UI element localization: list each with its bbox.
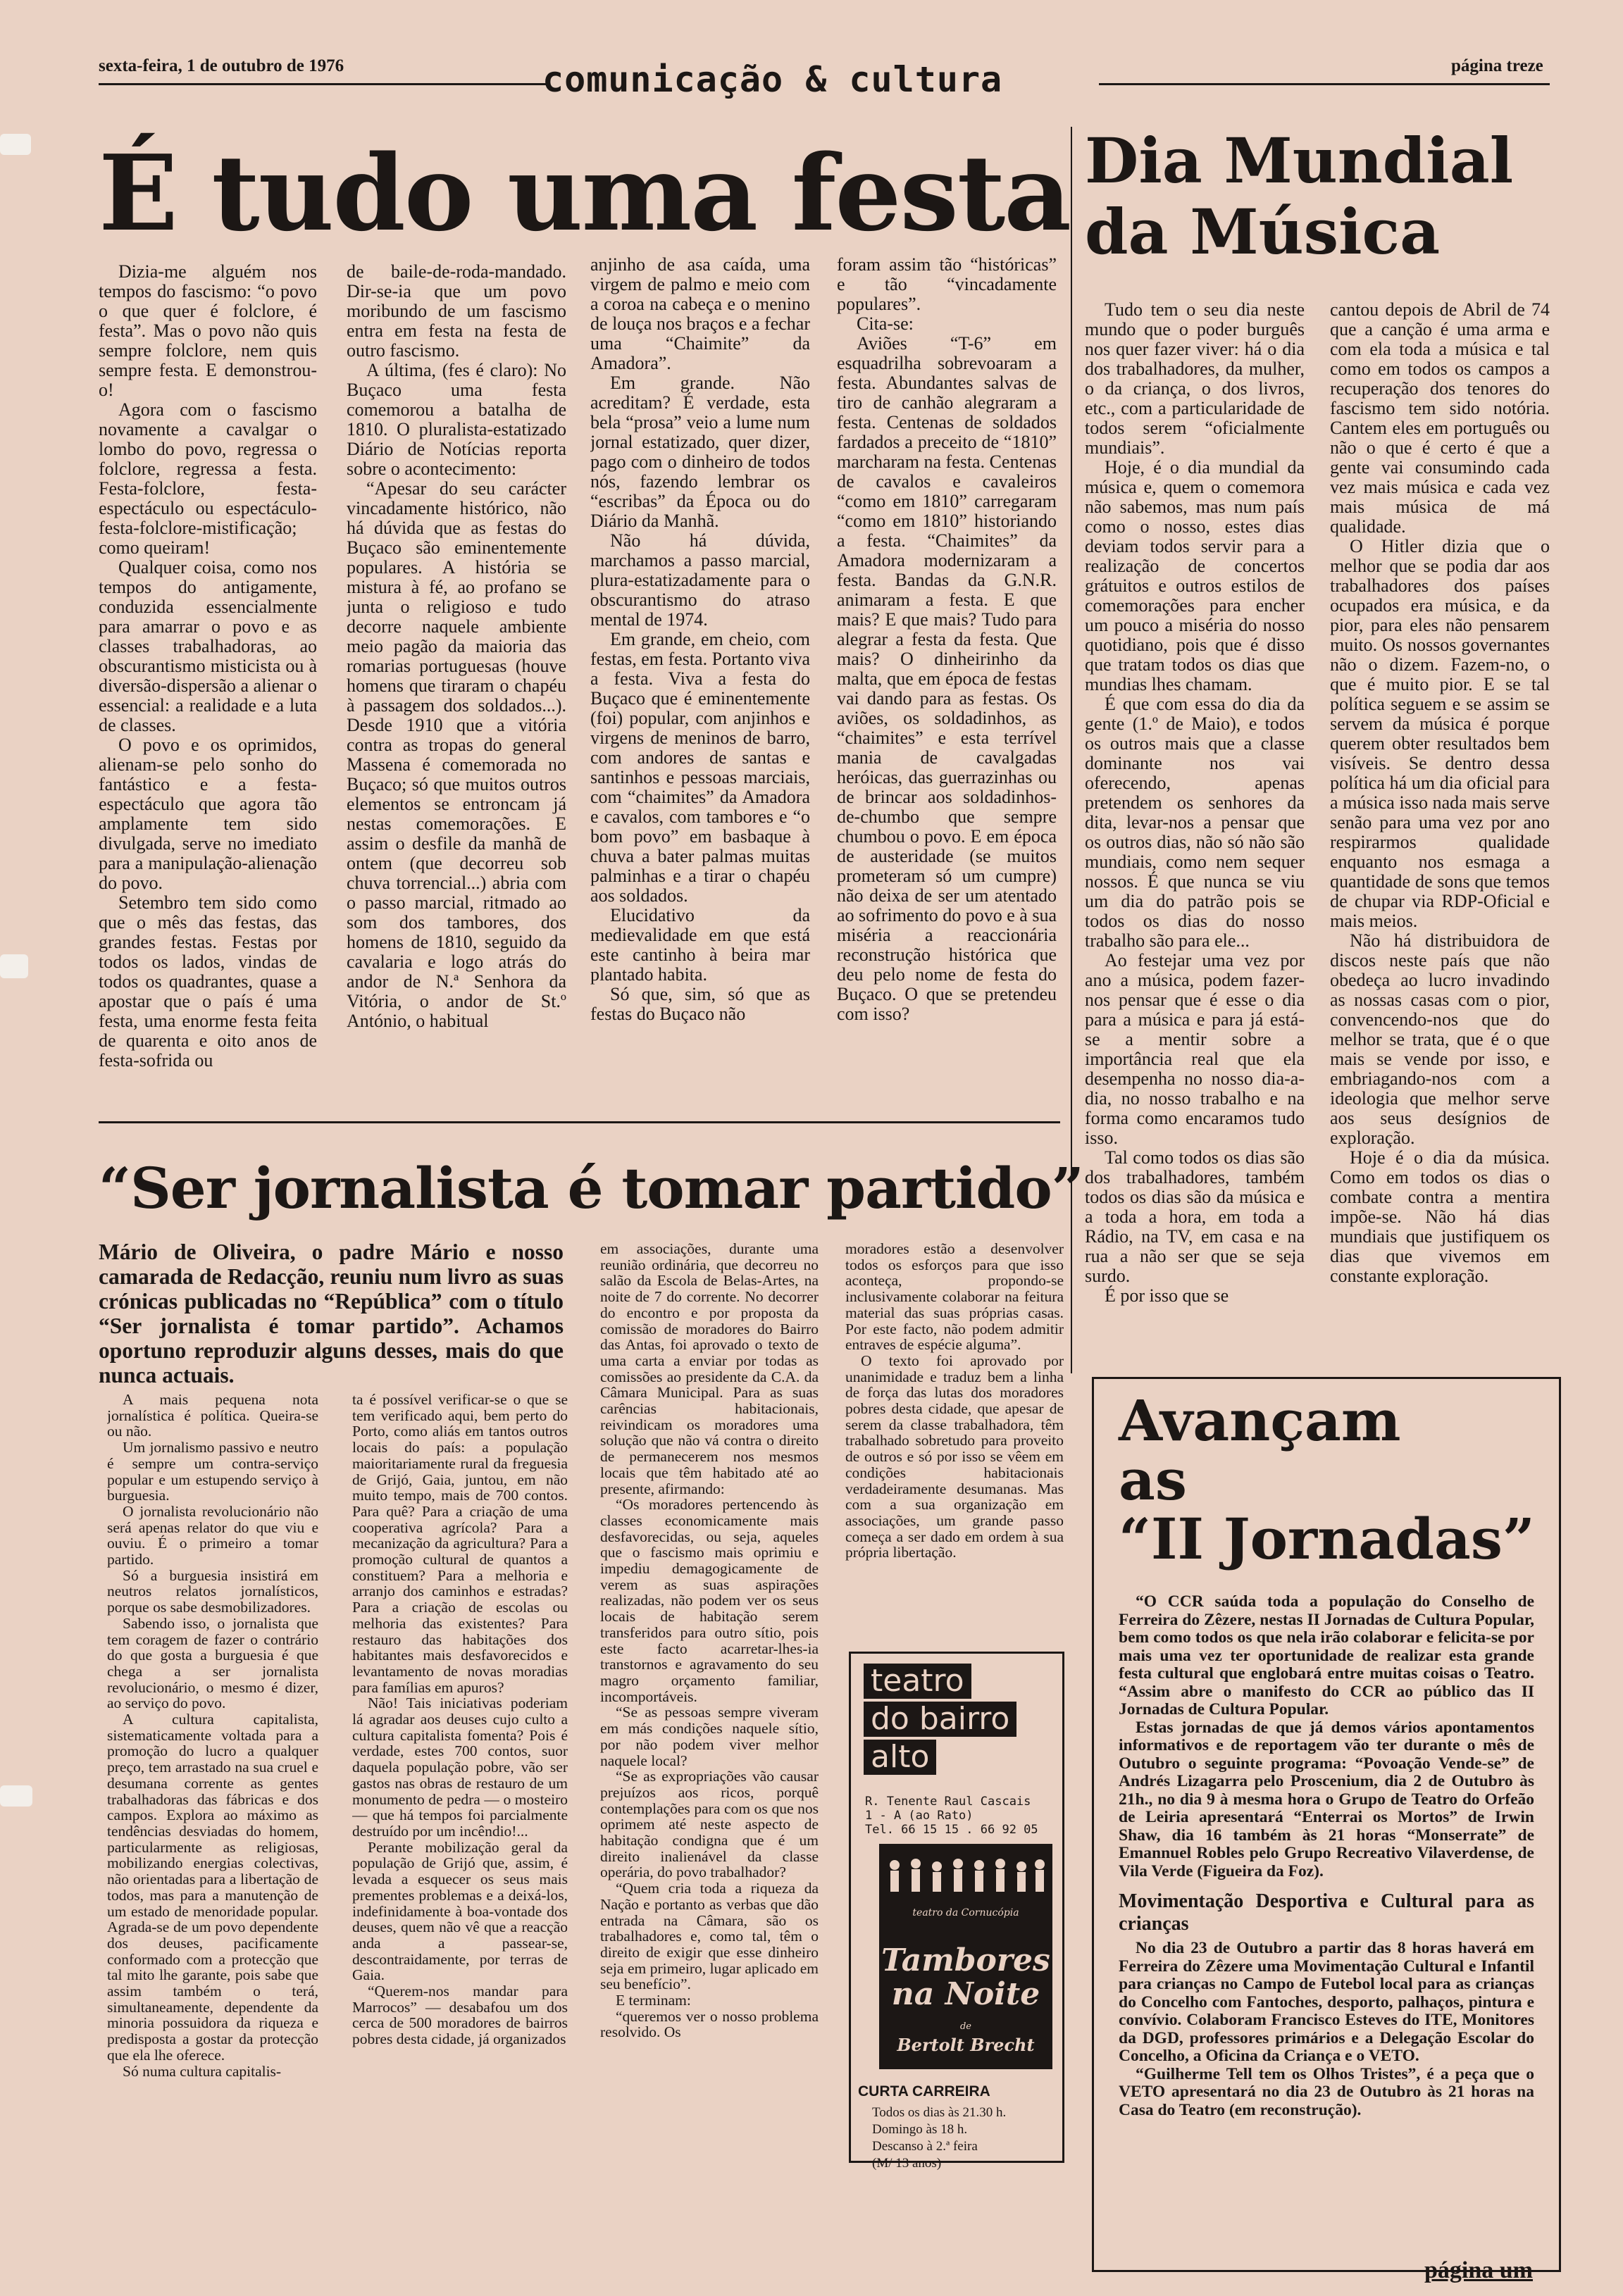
festa-c1-p2: Agora com o fascismo novamente a cavalgar o lombo do povo, regressa o folclore, regressa a festa. Festa-folclore, festa-espectáculo ou espectáculo-festa-folclore-mistificação; como queiram! [99, 399, 317, 558]
theatre-advert [849, 1652, 1064, 2171]
theatre-company: teatro da Cornucópia [912, 1907, 1019, 1918]
musica-c1-p4: Ao festejar uma vez por ano a música, podem fazer-nos pensar que é esse o dia para a música e para já está-se a mentir sobre a importância real que ela desempenha no nosso dia-a-dia, no nosso trabalho e na forma como encaramos tudo isso. [1085, 950, 1305, 1148]
jorn-c2-p1: ta é possível verificar-se o que se tem verificado aqui, bem perto do Porto, como aliás em tantos outros locais do país: a população maioritariamente rural da freguesia de Grijó, Gaia, juntou, em não muito tempo, mais de 700 contos. Para quê? Para a criação de uma cooperativa agrícola? Para a mecanização da agricultura? Para a promoção cultural de quantos a constituem? Para a melhoria e arranjo dos caminhos e estradas? Para a criação de escolas ou melhoria das existentes? Para restauro das habitações dos habitantes mais desfavorecidos e levantamento de novas moradias para famílias em apuros? [352, 1392, 568, 1696]
play-author: Bertolt Brecht [897, 2035, 1035, 2055]
musica-column-2 [1330, 300, 1550, 1367]
jornadas-body [1119, 1593, 1534, 2255]
play-title-line1: Tambores [881, 1942, 1050, 1978]
play-poster [879, 1844, 1052, 2069]
jornadas-headline [1119, 1387, 1541, 1572]
musica-c1-p2: Hoje, é o dia mundial da música e, quem o comemora não sabemos, mas num país como o nosso, estes dias deviam todos servir para a realização de concertos grátuitos e outros estilos de comemorações para encher um pouco a miséria do nosso quotidiano, pois que é disso que tratam todos os dias que mundias lhes chamam. [1085, 457, 1305, 694]
jorn-c4-p2: O texto foi aprovado por unanimidade e traduz bem a linha de força das lutas dos moradores pobres desta cidade, que apesar de serem da classe trabalhadora, têm trabalhado sobretudo para proveito de outros e só por isso se vêem em condições habitacionais verdadeiramente desumanas. Mas com a sua organização em associações, um grande passo começa a ser dado em ordem à sua própria libertação. [845, 1352, 1064, 1561]
age-rating: (M/ 13 anos) [872, 2156, 942, 2171]
jornalista-lead: Mário de Oliveira, o padre Mário e nosso camarada de Redacção, reuniu num livro as suas crónicas publicadas no “República” com o título “Ser jornalista é tomar partido”. Achamos oportuno reproduzir alguns desses, mais do que nunca actuais. [99, 1240, 564, 1387]
festa-c2-p2: A última, (fes é claro): No Buçaco uma festa comemorou a batalha de 1810. O pluralista-estatizado Diário de Notícias reporta sobre o acontecimento: [347, 360, 566, 479]
jorn-c3-p4: “Se as expropriações vão causar prejuízos aos ricos, porquê contemplações para com os que nos oprimem até neste aspecto de habitação condigna que é um direito inalienável da classe operária, do povo trabalhador? [600, 1768, 819, 1881]
theatre-name-line2: do bairro [864, 1702, 1016, 1737]
theatre-phone: Tel. 66 15 15 . 66 92 05 [865, 1823, 1038, 1837]
festa-c1-p1: Dizia-me alguém nos tempos do fascismo: “o povo o que quer é folclore, é festa”. Mas o povo não quis sempre folclore, nem quis sempre festa. E demonstrou-o! [99, 262, 317, 400]
festa-column-1 [99, 262, 317, 1118]
crowd-illustration [879, 1851, 1052, 1900]
festa-column-2 [347, 262, 566, 1118]
jorn-c3-p7: “queremos ver o nosso problema resolvido. Os [600, 2007, 819, 2041]
paper-tear-1 [0, 134, 31, 155]
play-title [879, 1944, 1052, 2011]
theatre-address-1: R. Tenente Raul Cascais [865, 1795, 1031, 1809]
run-label: CURTA CARREIRA [858, 2083, 990, 2100]
festa-c1-p5: Setembro tem sido como que o mês das festas, das grandes festas. Festas por todos os lados, vindas de todos os quadrantes, quase a apostar que o país é uma festa, uma enorme festa feita de quarenta e oito anos de festa-sofrida ou [99, 892, 317, 1071]
musica-headline [1085, 125, 1578, 268]
jornalista-column-2 [352, 1392, 568, 2252]
musica-c2-p2: O Hitler dizia que o melhor que se podia dar aos trabalhadores dos países ocupados era música, e da pior, para eles não pensarem muito. Os nossos governantes não o dizem. Fazem-no, o que é muito pior. E se tal política seguem e se assim se servem da música é porque querem obter resultados bem visíveis. Se dentro dessa política há um dia oficial para a música isso nada mais serve senão para uma vez por ano respirarmos qualidade enquanto nos esmaga a quantidade de sons que temos de chupar via RDP-Oficial e mais meios. [1330, 536, 1550, 931]
musica-c2-p4: Hoje é o dia da música. Como em todos os dias o combate contra a mentira impõe-se. Não há dias mundiais que justifiquem os dias que vivemos em constante exploração. [1330, 1147, 1550, 1286]
jornadas-headline-line3: “II Jornadas” [1119, 1506, 1535, 1572]
musica-column-1 [1085, 300, 1305, 1367]
issue-date: sexta-feira, 1 de outubro de 1976 [99, 56, 344, 75]
festa-c3-p2: Em grande. Não acreditam? É verdade, esta bela “prosa” veio a lume num jornal estatizado, quer dizer, pago com o dinheiro de todos nós, fazendo lembrar os “escribas” da Época ou do Diário da Manhã. [590, 373, 810, 531]
theatre-name-line1: teatro [864, 1664, 971, 1699]
paper-tear-3 [0, 1785, 32, 1807]
header-rule-right [1099, 83, 1550, 85]
jornalista-column-3 [600, 1241, 819, 2252]
musica-c1-p6: É por isso que se [1105, 1285, 1229, 1306]
jorn-c3-p3: “Se as pessoas sempre viveram em más condições naquele sítio, por não podem viver melhor naquele local? [600, 1704, 819, 1769]
jornadas-p4: “Guilherme Tell tem os Olhos Tristes”, é a peça que o VETO apresentará no dia 23 de Outubro às 21 horas na Casa do Teatro (em reconstrução). [1119, 2064, 1534, 2119]
musica-headline-line2: da Música [1085, 195, 1441, 269]
jornadas-p2: Estas jornadas de que já demos vários apontamentos informativos e de reportagem vão ter durante o mês de Outubro o seguinte programa: “Povoação Vende-se” de Andrés Lizagarra pelo Proscenium, dia 2 de Outubro às 21h., no dia 9 à mesma hora o Grupo de Teatro do Orfeão de Leiria apresentará “Enterrai os Mortos” de Irwin Shaw, dia 16 também às 21 horas “Monserrate” de Emannuel Robles pelo Grupo Recreativo Vilaverdense, de Vila Verde (Figueira da Foz). [1119, 1718, 1534, 1880]
jornadas-p1: “O CCR saúda toda a população do Conselho de Ferreira do Zêzere, nestas II Jornadas de Cultura Popular, bem como todos os que nela irão colaborar e felicita-se por mais uma vez ter oportunidade de realizar esta grande festa cultural que englobará entre muitas coisas o Teatro. “Assim abre o manifesto do CCR ao público das II Jornadas de Cultura Popular. [1119, 1593, 1534, 1718]
jornadas-p3: No dia 23 de Outubro a partir das 8 horas haverá em Ferreira do Zêzere uma Movimentação Cultural e Infantil para crianças no Campo de Futebol local para as crianças do Concelho com Fantoches, desporto, palhaços, pintura e convívio. Colaboram Francisco Esteves do ITE, Monitores da DGD, professores primários e a Delegação Escolar do Concelho, a Oficina da Criança e o VETO. [1119, 1939, 1534, 2065]
jorn-c2-p2: Não! Tais iniciativas poderiam lá agradar aos deuses cujo culto a cultura capitalista fomenta? Pois é verdade, estes 700 contos, suor daquela população pobre, vão ser gastos nas obras de restauro de um monumento de pedra — o mosteiro — que há tempos foi parcialmente destruído por um incêndio!... [352, 1695, 568, 1840]
jorn-c1-p3: O jornalista revolucionário não será apenas relator do que viu e ouviu. É o primeiro a tomar partido. [107, 1502, 318, 1568]
jornalista-headline: “Ser jornalista é tomar partido” [99, 1155, 1083, 1221]
festa-column-4 [837, 255, 1057, 1118]
festa-c3-p1: anjinho de asa caída, uma virgem de palmo e meio com a coroa na cabeça e o menino de louça nos braços e a fechar uma “Chaimite” da Amadora”. [590, 255, 810, 373]
festa-c2-p3: “Apesar do seu carácter vincadamente histórico, não há dúvida que as festas do Buçaco são eminentemente populares. A história se mistura à fé, ao profano se junta o religioso e tudo decorre naquele ambiente meio pagão da maioria das romarias portuguesas (houve homens que tiraram o chapéu à passagem dos soldados...). Desde 1910 que a vitória contra as tropas do general Massena é comemorada no Buçaco; só que muitos outros elementos se entroncam já nestas comemorações. E assim o desfile da manhã de ontem (que decorreu sob chuva torrencial...) abria com o passo marcial, ritmado ao som dos tambores, dos homens de 1810, seguido da cavalaria e logo atrás do andor de N.ª Senhora da Vitória, o andor de St.º António, o habitual [347, 478, 566, 1031]
jornalista-column-1 [107, 1392, 318, 2252]
festa-c3-p4: Em grande, em cheio, com festas, em festa. Portanto viva a festa. Viva a festa do Buçaco que é eminentemente (foi) popular, com anjinhos e virgens de meninos de barro, com andores de santas e santinhos e pessoas marciais, com “chaimites” da Amadora e cavalos, com tambores e “o bom povo” em basbaque à chuva a bater palmas muitas palminhas e a tirar o chapéu aos soldados. [590, 629, 810, 906]
theatre-address-2: 1 - A (ao Rato) [865, 1809, 974, 1823]
schedule-line-1: Todos os dias às 21.30 h. [872, 2105, 1007, 2120]
festa-c4-p1: foram assim tão “históricas” e tão “vincadamente populares”. [837, 255, 1057, 314]
jorn-c1-p4: Só a burguesia insistirá em neutros relatos jornalísticos, porque os sabe desmobilizadores. [107, 1566, 318, 1616]
musica-c1-p1: Tudo tem o seu dia neste mundo que o poder burguês nos quer fazer viver: há o dia dos trabalhadores, da mulher, o da criança, o dos livros, etc., com a particularidade de todos serem “oficialmente mundiais”. [1085, 300, 1305, 458]
schedule [872, 2104, 1006, 2172]
jornadas-subhead: Movimentação Desportiva e Cultural para as crianças [1119, 1890, 1534, 1935]
jorn-c3-p1: em associações, durante uma reunião ordinária, que decorreu no salão da Escola de Belas-Artes, na noite de 7 do corrente. No decorrer do encontro e por proposta da comissão de moradores do Bairro das Antas, foi aprovado o texto de uma carta a enviar por todas as comissões ao presidente da C.A. da Câmara Municipal. Para as suas carências habitacionais, reivindicam os moradores uma solução que não vá contra o direito de permanecerem nos mesmos locais que têm habitado até ao presente, afirmando: [600, 1241, 819, 1497]
musica-c1-p5: Tal como todos os dias são dos trabalhadores, também todos os dias são da música e a toda a hora, em toda a Rádio, na TV, em casa e na rua a não ser que se seja surdo. [1085, 1147, 1305, 1286]
jorn-c1-p2: Um jornalismo passivo e neutro é sempre um contra-serviço popular e um estupendo serviço à burguesia. [107, 1439, 318, 1504]
section-title: comunicação & cultura [542, 59, 1003, 100]
play-title-line2: na Noite [891, 1976, 1040, 2012]
jorn-c1-p6: A cultura capitalista, sistematicamente voltada para a promoção do lucro a qualquer preço, tem arrastado na sua cruel e desumana corrente as gentes trabalhadoras das fábricas e dos campos. Explora ao máximo as tendências desviadas do homem, particularmente as religiosas, mobilizando energias colectivas, não orientadas para a libertação de todos, mas para a manutenção de um estado de menoridade popular. Agrada-se de um povo dependente dos deuses, pacificamente conformado com a protecção que tal mito lhe garante, pois sabe que assim também o terá, simultaneamente, dependente da minoria possuidora da riqueza e predisposta a gostar da protecção que ela lhe oferece. [107, 1711, 318, 2064]
jorn-c2-p4: “Querem-nos mandar para Marrocos” — desabafou um dos cerca de 500 moradores de bairros pobres desta cidade, já organizados [352, 1983, 568, 2048]
festa-c4-p2: Cita-se: [857, 313, 914, 334]
theatre-contact [865, 1795, 1038, 1837]
jorn-c1-p7: Só numa cultura capitalis- [123, 2062, 282, 2080]
festa-c4-p3: Aviões “T-6” em esquadrilha sobrevoaram a festa. Abundantes salvas de tiro de canhão alegraram a festa. Centenas de soldados fardados a preceito de “1810” marcharam na festa. Centenas de cavalos e cavaleiros “como em 1810” carregaram “como em 1810” historiando a festa. “Chaimites” da Amadora modernizaram a festa. Bandas da G.N.R. animaram a festa. E que mais? E que mais? Tudo para alegrar a festa da festa. Que mais? O dinheirinho da malta, que em época de festas vai dando para as festas. Os aviões, os soldadinhos, as “chaimites” e esta terrível mania de cavalgadas heróicas, das guerrazinhas ou de brincar aos soldadinhos-de-chumbo que sempre chumbou o povo. E em época de austeridade (se muitos prometeram só um cumpre) não deixa de ser um atentado ao sofrimento do povo e à sua miséria a reaccionária reconstrução histórica que deu pelo nome de festa do Buçaco. O que se pretendeu com isso? [837, 333, 1057, 1024]
jorn-c1-p5: Sabendo isso, o jornalista que tem coragem de fazer o contrário do que gosta a burguesia é que chega a ser jornalista revolucionário, o mesmo é dizer, ao serviço do povo. [107, 1614, 318, 1712]
festa-c3-p3: Não há dúvida, marchamos a passo marcial, plura-estatizadamente para o obscurantismo do atraso mental de 1974. [590, 530, 810, 630]
musica-c2-p1: cantou depois de Abril de 74 que a canção é uma arma e com ela toda a música e tal como em todos os campos a recuperação dos tenores do fascismo tem sido notória. Cantem eles em português ou não o que é certo é que a gente vai consumindo cada vez mais música e cada vez mais música de má qualidade. [1330, 300, 1550, 537]
schedule-line-2: Domingo às 18 h. [872, 2122, 968, 2137]
jorn-c1-p1: A mais pequena nota jornalística é política. Queira-se ou não. [107, 1392, 318, 1440]
festa-headline: É tudo uma festa [99, 132, 1071, 254]
jornadas-headline-line1: Avançam [1119, 1387, 1401, 1454]
festa-c2-p1: de baile-de-roda-mandado. Dir-se-ia que um povo moribundo de um fascismo entra em festa na festa de outro fascismo. [347, 262, 566, 361]
jornalista-column-4 [845, 1241, 1064, 1642]
header-rule-left [99, 83, 549, 85]
festa-c3-p5: Elucidativo da medievalidade em que está este cantinho à beira mar plantado habita. [590, 905, 810, 985]
jorn-c3-p6: E terminam: [616, 1992, 691, 2009]
festa-c3-p6: Só que, sim, só que as festas do Buçaco não [590, 984, 810, 1024]
schedule-line-3: Descanso à 2.ª feira [872, 2139, 978, 2154]
jorn-c3-p2: “Os moradores pertencendo às classes economicamente mais desfavorecidas, ou seja, aqueles que o fascismo mais oprimiu e impediu demagogicamente de verem as suas aspirações realizadas, não podem ver os seus locais de habitação serem transferidos para outro sítio, pois este facto acarretar-lhes-ia transtornos e agravamento do seu magro orçamento familiar, incomportáveis. [600, 1496, 819, 1705]
musica-c2-p3: Não há distribuidora de discos neste país que não obedeça ao lucro invadindo as nossas casas com o pior, convencendo-nos que do melhor se trata, que é o que mais se vende por isso, e embriagando-nos com a ideologia que melhor serve aos seus desígnios de exploração. [1330, 930, 1550, 1148]
festa-column-3 [590, 255, 810, 1118]
theatre-name-line3: alto [864, 1740, 936, 1775]
jorn-c4-p1: moradores estão a desenvolver todos os esforços para que isso aconteça, propondo-se inclusivamente colaborar na feitura material das suas próprias casas. Por este facto, não podem admitir entraves de espécie alguma”. [845, 1241, 1064, 1354]
musica-headline-line1: Dia Mundial [1085, 124, 1514, 197]
festa-c1-p4: O povo e os oprimidos, alienam-se pelo sonho do fantástico e a festa-espectáculo que agora tão amplamente tem sido divulgada, serve no imediato para a manipulação-alienação do povo. [99, 735, 317, 893]
play-by: de [959, 2021, 971, 2032]
section-divider [99, 1121, 1060, 1123]
musica-c1-p3: É que com essa do dia da gente (1.º de Maio), e todos os outros mais que a classe dominante nos vai oferecendo, apenas pretendem os senhores da dita, levar-nos a pensar que os outros dias, não só não são mundiais, como nem sequer nossos. É que nunca se viu um dia do patrão pois se todos os dias do nosso trabalho são para ele... [1085, 694, 1305, 951]
paper-tear-2 [0, 954, 28, 978]
page-label: página treze [1451, 56, 1543, 75]
jorn-c3-p5: “Quem cria toda a riqueza da Nação e portanto as verbas que dão entrada na Câmara, são os trabalhadores e, como tal, têm o direito de exigir que esse dinheiro seja em primeiro, lugar aplicado em seu benefício”. [600, 1880, 819, 1993]
jorn-c2-p3: Perante mobilização geral da população de Grijó que, assim, é levada a esquecer os seus mais prementes problemas e a deixá-los, indefinidamente à boa-vontade dos deuses, quem não vê que a reacção anda a passear-se, descontraidamente, por terras de Gaia. [352, 1838, 568, 1984]
footer-page-label: página um [1424, 2257, 1533, 2283]
jornadas-headline-line2: as [1119, 1447, 1187, 1513]
festa-c1-p3: Qualquer coisa, como nos tempos do antigamente, conduzida essencialmente para amarrar o povo e as classes trabalhadoras, ao obscurantismo misticista ou à diversão-dispersão a alienar o essencial: a realidade e a luta de classes. [99, 557, 317, 735]
